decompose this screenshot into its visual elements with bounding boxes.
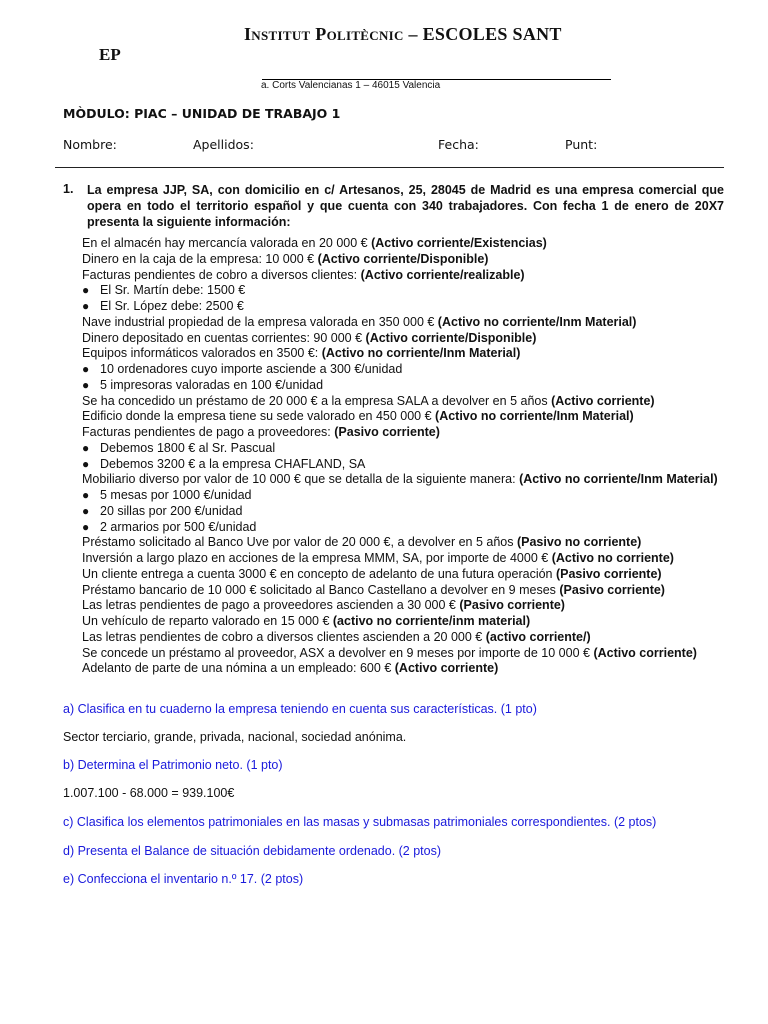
item-classification: (Activo no corriente/Inm Material) [435,409,634,424]
item-classification: (Activo no corriente) [551,551,674,565]
institute-title: Institut Politècnic – ESCOLES SANT [244,24,562,44]
bullet-icon: ● [82,503,90,518]
bullet-icon: ● [82,299,90,313]
item-classification: (Activo corriente) [593,645,697,660]
task-b-answer: 1.007.100 - 68.000 = 939.100€ [63,786,235,800]
list-sub-item [82,362,742,378]
task-a: a) Clasifica en tu cuaderno la empresa teniendo en cuenta sus características. (1 pto) [63,702,537,716]
item-classification: (Activo corriente/Disponible) [365,330,537,345]
list-item [82,661,742,677]
item-text: 5 impresoras valoradas en 100 €/unidad [100,377,324,392]
list-item [82,394,742,410]
bullet-icon: ● [82,283,90,298]
question-number: 1. [63,182,74,196]
list-item [82,598,742,614]
list-item [82,425,742,441]
fecha-label: Fecha: [438,137,479,152]
task-d: d) Presenta el Balance de situación debidamente ordenado. (2 ptos) [63,844,442,858]
item-text: Edificio donde la empresa tiene su sede valorado en 450 000 € [82,409,436,424]
item-text: Debemos 1800 € al Sr. Pascual [100,440,276,455]
list-sub-item [82,457,742,473]
list-item [82,472,742,488]
item-text: Préstamo bancario de 10 000 € solicitado al Banco Castellano a devolver en 9 meses [82,582,560,597]
bullet-icon: ● [82,519,90,534]
list-item [82,583,742,599]
item-classification: (activo corriente/) [485,629,591,644]
item-text: Inversión a largo plazo en acciones de la empresa MMM, SA, por importe de 4000 € [82,551,552,565]
list-sub-item [82,441,742,457]
punt-label: Punt: [565,137,598,152]
nombre-label: Nombre: [63,137,117,152]
list-item [82,268,742,284]
item-classification: (activo no corriente/inm material) [332,614,531,628]
institute-address: a. Corts Valencianas 1 – 46015 Valencia [261,80,441,91]
list-sub-item [82,299,742,315]
item-classification: (Pasivo corriente) [459,598,565,613]
item-text: Dinero en la caja de la empresa: 10 000 € [82,251,318,266]
module-heading: MÒDULO: PIAC – UNIDAD DE TRABAJO 1 [63,106,341,121]
list-item [82,346,742,362]
bullet-icon: ● [82,362,90,376]
item-classification: (Pasivo no corriente) [516,535,642,550]
task-a-answer: Sector terciario, grande, privada, nacional, sociedad anónima. [63,730,407,744]
item-text: Facturas pendientes de pago a proveedores: [82,425,335,439]
list-item [82,535,742,551]
list-item [82,614,742,630]
item-text: Facturas pendientes de cobro a diversos clientes: [82,267,361,282]
item-text: Debemos 3200 € a la empresa CHAFLAND, SA [100,456,366,471]
list-sub-item [82,520,742,536]
list-item [82,331,742,347]
item-text: 5 mesas por 1000 €/unidad [100,488,252,502]
item-text: En el almacén hay mercancía valorada en 20 000 € [82,236,372,250]
list-sub-item [82,283,742,299]
item-text: Equipos informáticos valorados en 3500 €: [82,346,322,361]
item-text: Dinero depositado en cuentas corrientes: 90 000 € [82,330,366,345]
institute-title-continuation: EP [99,45,121,64]
item-text: Las letras pendientes de pago a proveedores ascienden a 30 000 € [82,598,460,613]
item-text: Las letras pendientes de cobro a diversos clientes ascienden a 20 000 € [82,629,486,644]
list-item [82,236,742,252]
item-classification: (Activo corriente) [551,393,655,408]
item-text: Adelanto de parte de una nómina a un empleado: 600 € [82,661,395,676]
item-text: Préstamo solicitado al Banco Uve por valor de 20 000 €, a devolver en 5 años [82,535,517,550]
item-text: 2 armarios por 500 €/unidad [100,519,257,534]
apellidos-label: Apellidos: [193,137,254,152]
item-classification: (Pasivo corriente) [334,425,440,439]
bullet-icon: ● [82,377,90,392]
patrimony-items-list [82,236,742,677]
item-text: Nave industrial propiedad de la empresa valorada en 350 000 € [82,314,438,329]
item-text: 10 ordenadores cuyo importe asciende a 300 €/unidad [100,362,403,376]
question-statement: La empresa JJP, SA, con domicilio en c/ Artesanos, 25, 28045 de Madrid es una empresa comercial que opera en todo el territorio español y que cuenta con 340 trabajadores. Con fecha 1 de enero de 20X7 presenta la siguiente información: [87,183,724,229]
list-item [82,646,742,662]
item-classification: (Activo no corriente/Inm Material) [321,346,521,361]
item-text: Un vehículo de reparto valorado en 15 000 € [82,614,333,628]
item-text: Se concede un préstamo al proveedor, ASX a devolver en 9 meses por importe de 10 000 € [82,645,594,660]
list-sub-item [82,378,742,394]
list-item [82,409,742,425]
list-item [82,567,742,583]
list-sub-item [82,488,742,504]
header-separator [55,167,724,168]
item-text: Mobiliario diverso por valor de 10 000 € que se detalla de la siguiente manera: [82,472,520,487]
item-classification: (Activo no corriente/Inm Material) [519,472,718,487]
task-c: c) Clasifica los elementos patrimoniales en las masas y submasas patrimoniales correspondientes. (2 ptos) [63,815,657,829]
task-e: e) Confecciona el inventario n.º 17. (2 ptos) [63,872,304,886]
list-item [82,551,742,567]
item-classification: (Activo corriente) [394,661,499,676]
item-classification: (Activo corriente/Disponible) [317,251,489,266]
item-classification: (Activo corriente/Existencias) [371,236,547,250]
list-item [82,315,742,331]
item-classification: (Pasivo corriente) [555,566,662,581]
list-sub-item [82,504,742,520]
bullet-icon: ● [82,488,90,502]
bullet-icon: ● [82,456,90,471]
item-text: 20 sillas por 200 €/unidad [100,503,243,518]
list-item [82,630,742,646]
list-item [82,252,742,268]
item-text: Un cliente entrega a cuenta 3000 € en concepto de adelanto de una futura operación [82,566,556,581]
item-classification: (Activo no corriente/Inm Material) [437,314,637,329]
item-classification: (Pasivo corriente) [559,582,665,597]
bullet-icon: ● [82,440,90,455]
item-text: Se ha concedido un préstamo de 20 000 € a la empresa SALA a devolver en 5 años [82,393,552,408]
item-text: El Sr. López debe: 2500 € [100,299,244,313]
item-classification: (Activo corriente/realizable) [360,267,525,282]
item-text: El Sr. Martín debe: 1500 € [100,283,246,298]
task-b: b) Determina el Patrimonio neto. (1 pto) [63,758,283,772]
